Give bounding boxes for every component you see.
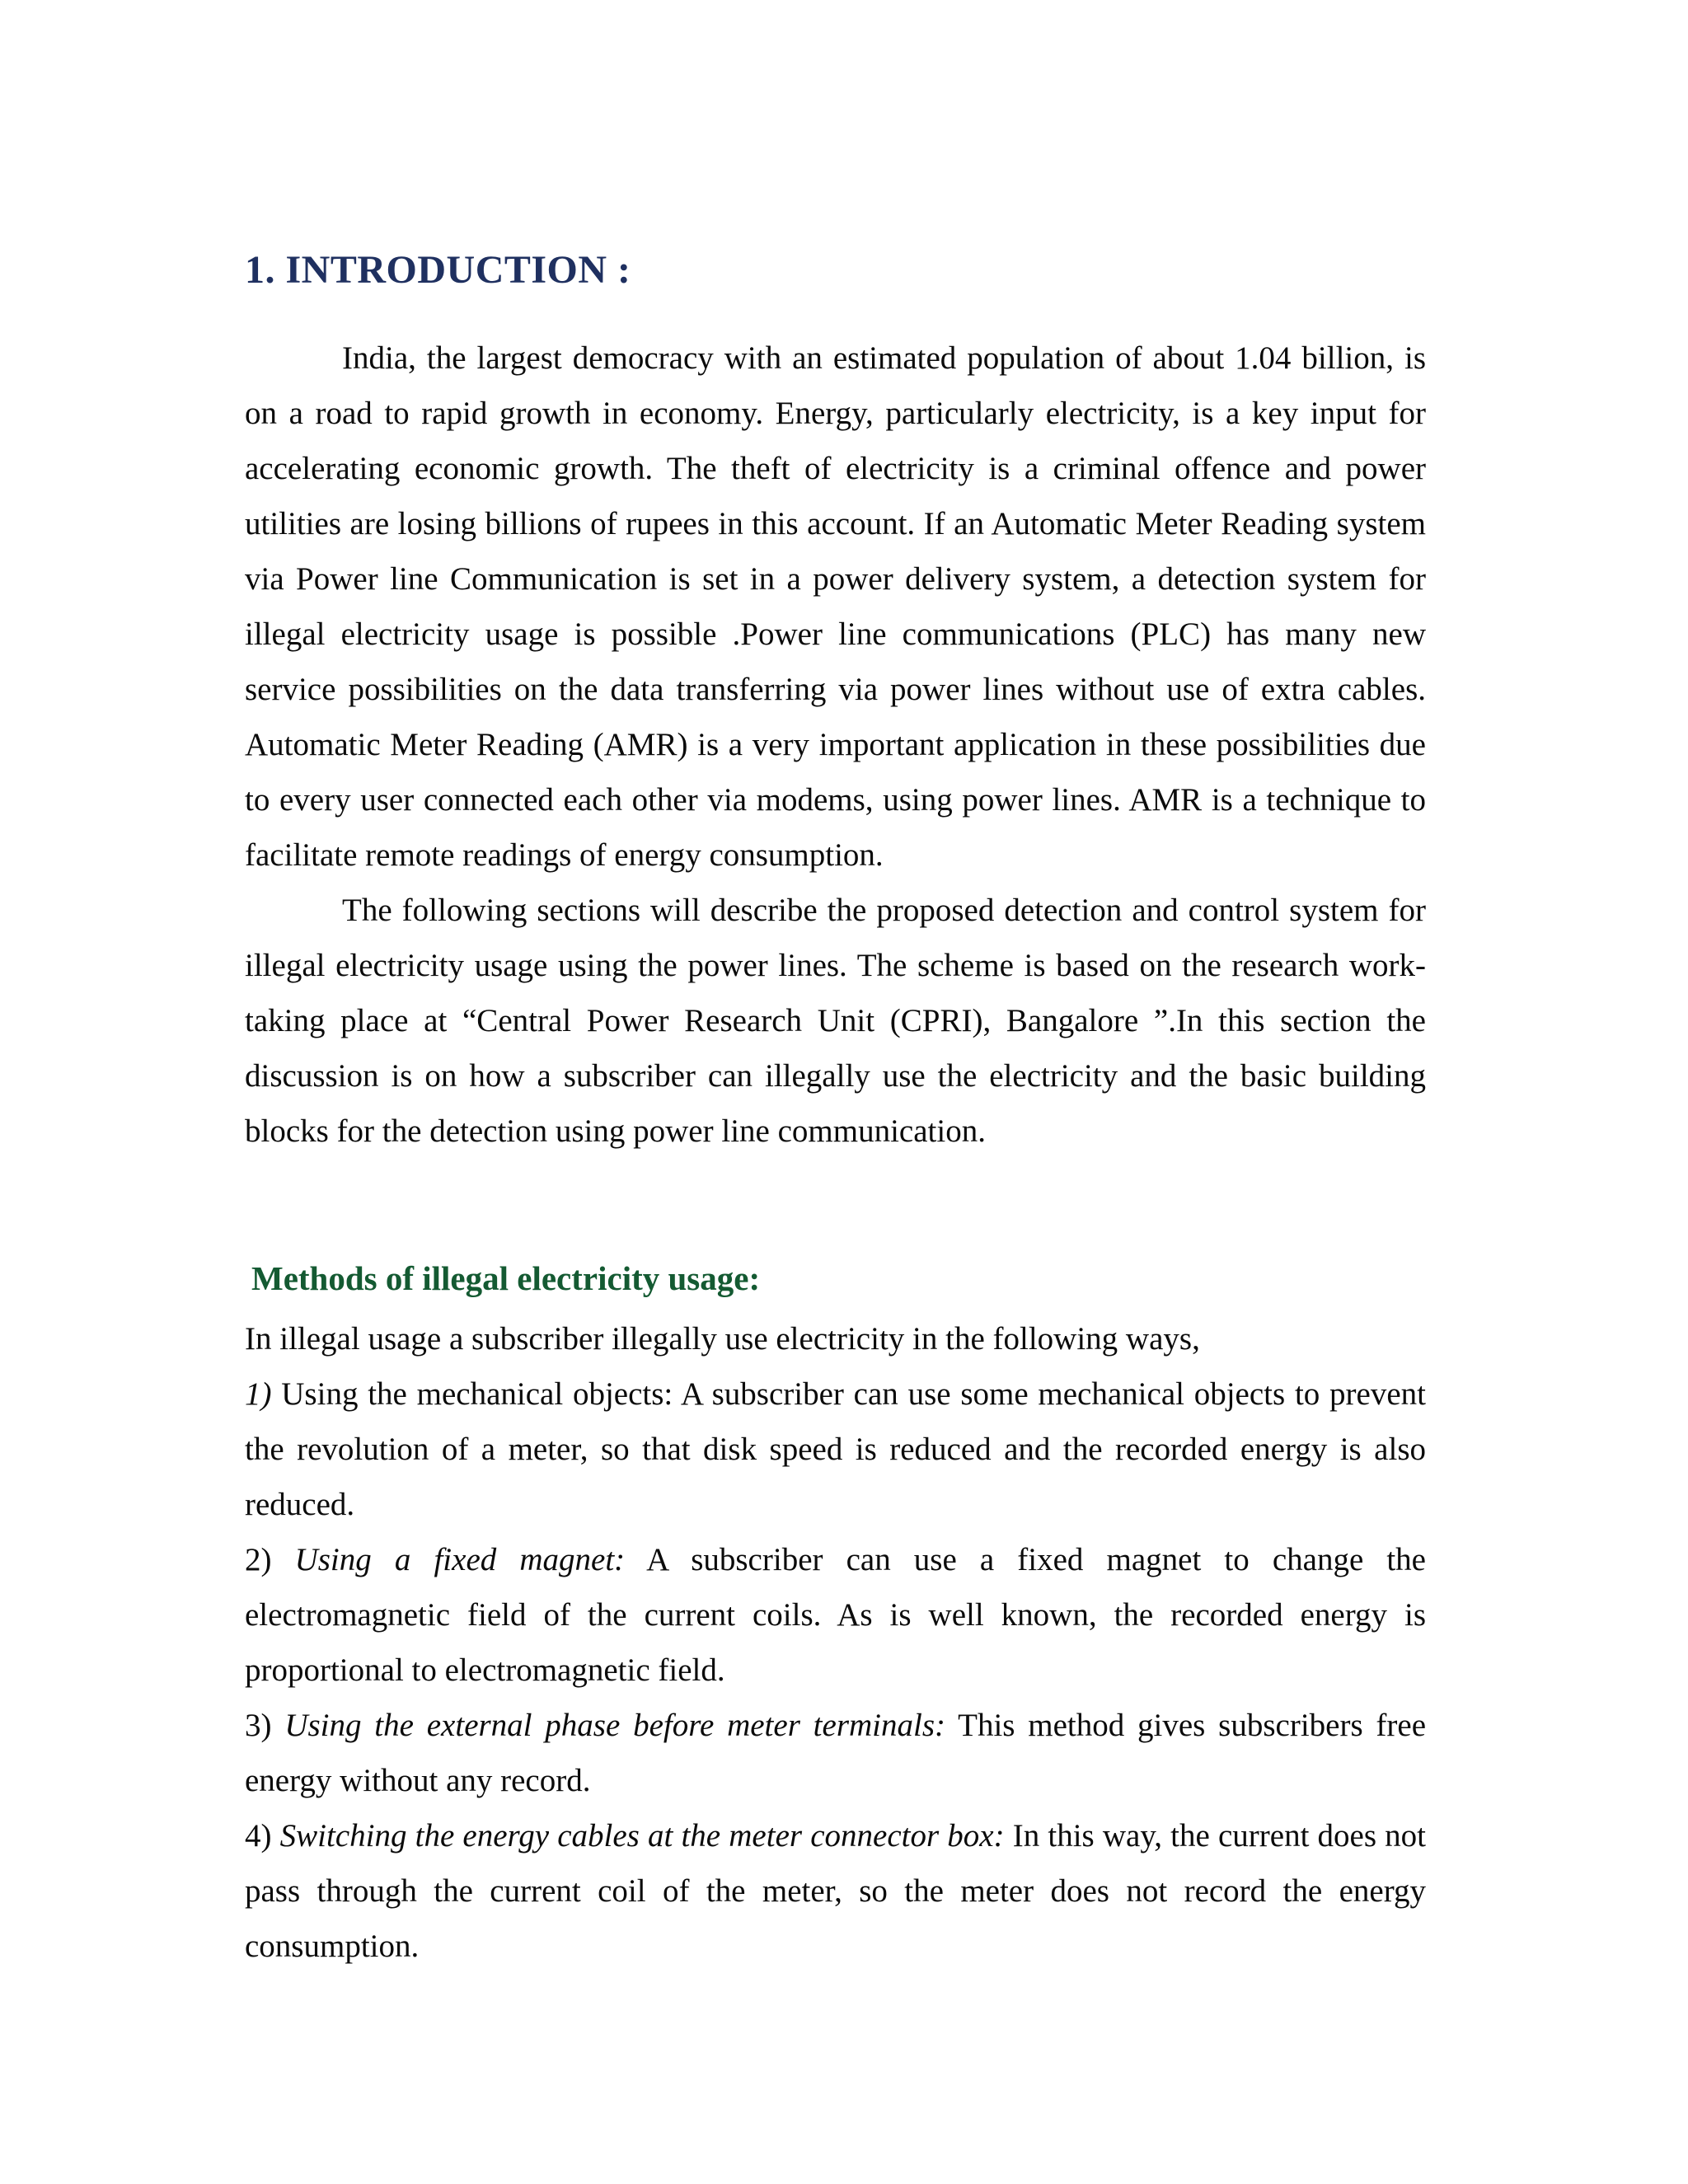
list-item-4-lead: Switching the energy cables at the meter connector box: [279,1818,1005,1854]
list-item-4-text: In this way, the current does not pass through the current coil of the meter, so the meter does not record the energy consumption. [245,1818,1427,1964]
list-item-2-lead: Using a fixed magnet: [294,1542,626,1577]
list-item-4 [245,1808,1426,1974]
paragraph-introduction-1: India, the largest democracy with an estimated population of about 1.04 billion, is on a road to rapid growth in economy. Energy, particularly electricity, is a key input for accelerating economic growth. The theft of electricity is a criminal offence and power utilities are losing billions of rupees in this account. If an Automatic Meter Reading system via Power line Communication is set in a power delivery system, a detection system for illegal electricity usage is possible .Power line communications (PLC) has many new service possibilities on the data transferring via power lines without use of extra cables. Automatic Meter Reading (AMR) is a very important application in these possibilities due to every user connected each other via modems, using power lines. AMR is a technique to facilitate remote readings of energy consumption. [245,340,1426,873]
paragraph-introduction-2: The following sections will describe the proposed detection and control system for illegal electricity usage using the power lines. The scheme is based on the research work-taking place at “Central Power Research Unit (CPRI), Bangalore ”.In this section the discussion is on how a subscriber can illegally use the electricity and the basic building blocks for the detection using power line communication. [245,893,1426,1149]
list-item-2 [245,1532,1426,1698]
list-item-3-marker: 3) [245,1708,272,1743]
list-item-4-marker: 4) [245,1818,272,1854]
list-item-3 [245,1698,1426,1808]
methods-subheading: Methods of illegal electricity usage: [251,1259,761,1297]
list-item-3-text: This method gives subscribers free energy without any record. [245,1708,1427,1798]
list-item-2-text: A subscriber can use a fixed magnet to change the electromagnetic field of the current coils. As is well known, the recorded energy is proportional to electromagnetic field. [245,1542,1426,1688]
list-item-1 [245,1366,1426,1532]
list-item-3-lead: Using the external phase before meter terminals: [284,1708,946,1743]
list-item-1-text: Using the mechanical objects: A subscriber can use some mechanical objects to prevent the revolution of a meter, so that disk speed is reduced and the recorded energy is also reduced. [245,1376,1427,1522]
methods-intro-line: In illegal usage a subscriber illegally use electricity in the following ways, [245,1321,1200,1357]
list-item-2-marker: 2) [245,1542,272,1577]
section-heading: 1. INTRODUCTION : [245,248,631,292]
list-item-1-marker: 1) [245,1376,272,1412]
